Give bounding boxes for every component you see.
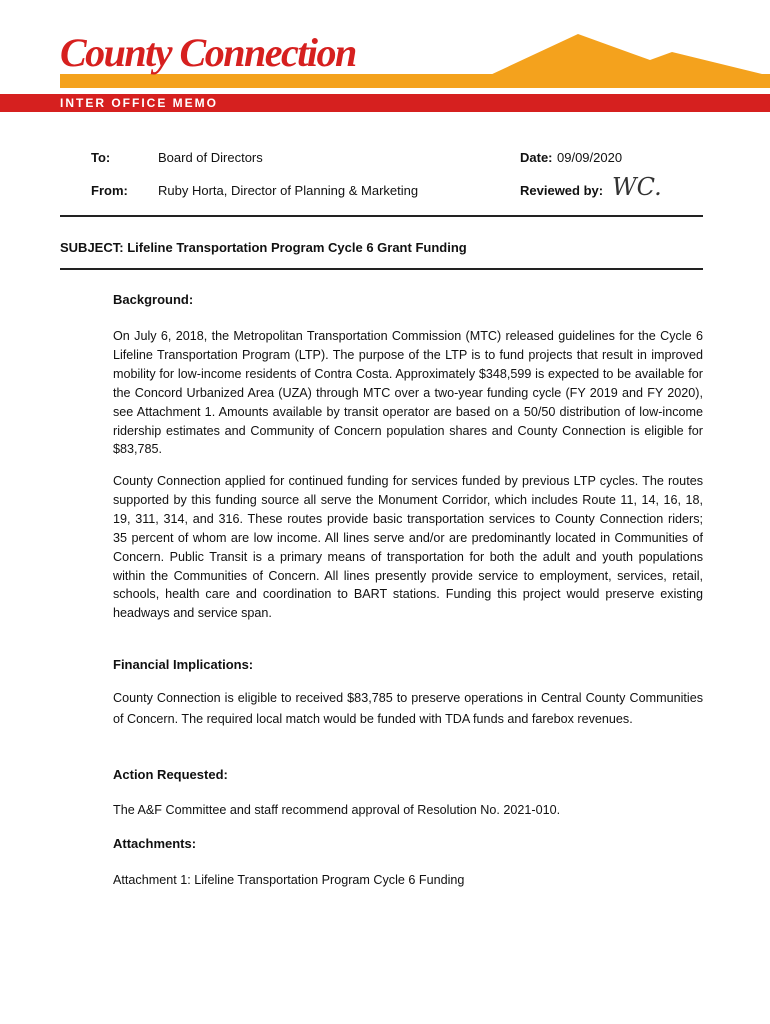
action-section bbox=[113, 767, 703, 783]
reviewed-signature: WC. bbox=[612, 173, 662, 201]
reviewed-label: Reviewed by: bbox=[520, 183, 604, 198]
action-paragraph: The A&F Committee and staff recommend approval of Resolution No. 2021-010. bbox=[113, 803, 561, 817]
mountain-shape bbox=[488, 34, 770, 76]
attachments-heading: Attachments: bbox=[113, 836, 197, 851]
memo-label: INTER OFFICE MEMO bbox=[60, 96, 218, 110]
county-connection-logo: County Connection bbox=[60, 30, 356, 75]
financial-paragraph-wrap bbox=[113, 688, 703, 730]
to-value: Board of Directors bbox=[158, 150, 263, 165]
financial-paragraph: County Connection is eligible to received $83,785 to preserve operations in Central County Communities of Concern. The required local match would be funded with TDA funds and farebox revenues. bbox=[113, 691, 703, 726]
subject-line bbox=[60, 240, 467, 256]
to-label: To: bbox=[91, 150, 111, 165]
from-label: From: bbox=[91, 183, 128, 198]
background-section bbox=[113, 292, 703, 308]
background-paragraph-1: On July 6, 2018, the Metropolitan Transportation Commission (MTC) released guidelines for the Cycle 6 Lifeline Transportation Program (LTP). The purpose of the LTP is to fund projects that result in improved mobility for low-income residents of Contra Costa. Approximately $348,599 is expected to be available for the Concord Urbanized Area (UZA) through MTC over a two-year funding cycle (FY 2019 and FY 2020), see Attachment 1. Amounts available by transit operator are based on a 50/50 distribution of low-income ridership estimates and Community of Concern population shares and County Connection is eligible for $83,785. bbox=[113, 329, 703, 457]
divider-bottom bbox=[60, 268, 703, 270]
divider-top bbox=[60, 215, 703, 217]
date-value: 09/09/2020 bbox=[557, 150, 623, 165]
action-heading: Action Requested: bbox=[113, 767, 228, 782]
from-value: Ruby Horta, Director of Planning & Marketing bbox=[158, 183, 419, 198]
attachments-paragraph-wrap bbox=[113, 871, 703, 890]
background-paragraph-1-wrap bbox=[113, 327, 703, 459]
attachments-section bbox=[113, 836, 703, 852]
date-label: Date: bbox=[520, 150, 553, 165]
subject-text: Lifeline Transportation Program Cycle 6 Grant Funding bbox=[127, 240, 467, 255]
action-paragraph-wrap bbox=[113, 801, 703, 820]
background-paragraph-2-wrap bbox=[113, 472, 703, 623]
attachments-paragraph: Attachment 1: Lifeline Transportation Program Cycle 6 Funding bbox=[113, 873, 465, 887]
background-heading: Background: bbox=[113, 292, 194, 307]
financial-section bbox=[113, 657, 703, 673]
financial-heading: Financial Implications: bbox=[113, 657, 254, 672]
background-paragraph-2: County Connection applied for continued funding for services funded by previous LTP cycles. The routes supported by this funding source all serve the Monument Corridor, which includes Route 11, 14, 16, 18, 19, 311, 314, and 316. These routes provide basic transportation services to County Connection riders; 35 percent of whom are low income. All lines serve and/or are predominantly located in Communities of Concern. Public Transit is a primary means of transportation for both the adult and youth populations within the Communities of Concern. All lines presently provide service to employment, services, retail, schools, health care and coordination to BART stations. Funding this project would preserve existing headways and service span. bbox=[113, 474, 703, 621]
subject-label: SUBJECT: bbox=[60, 240, 124, 255]
